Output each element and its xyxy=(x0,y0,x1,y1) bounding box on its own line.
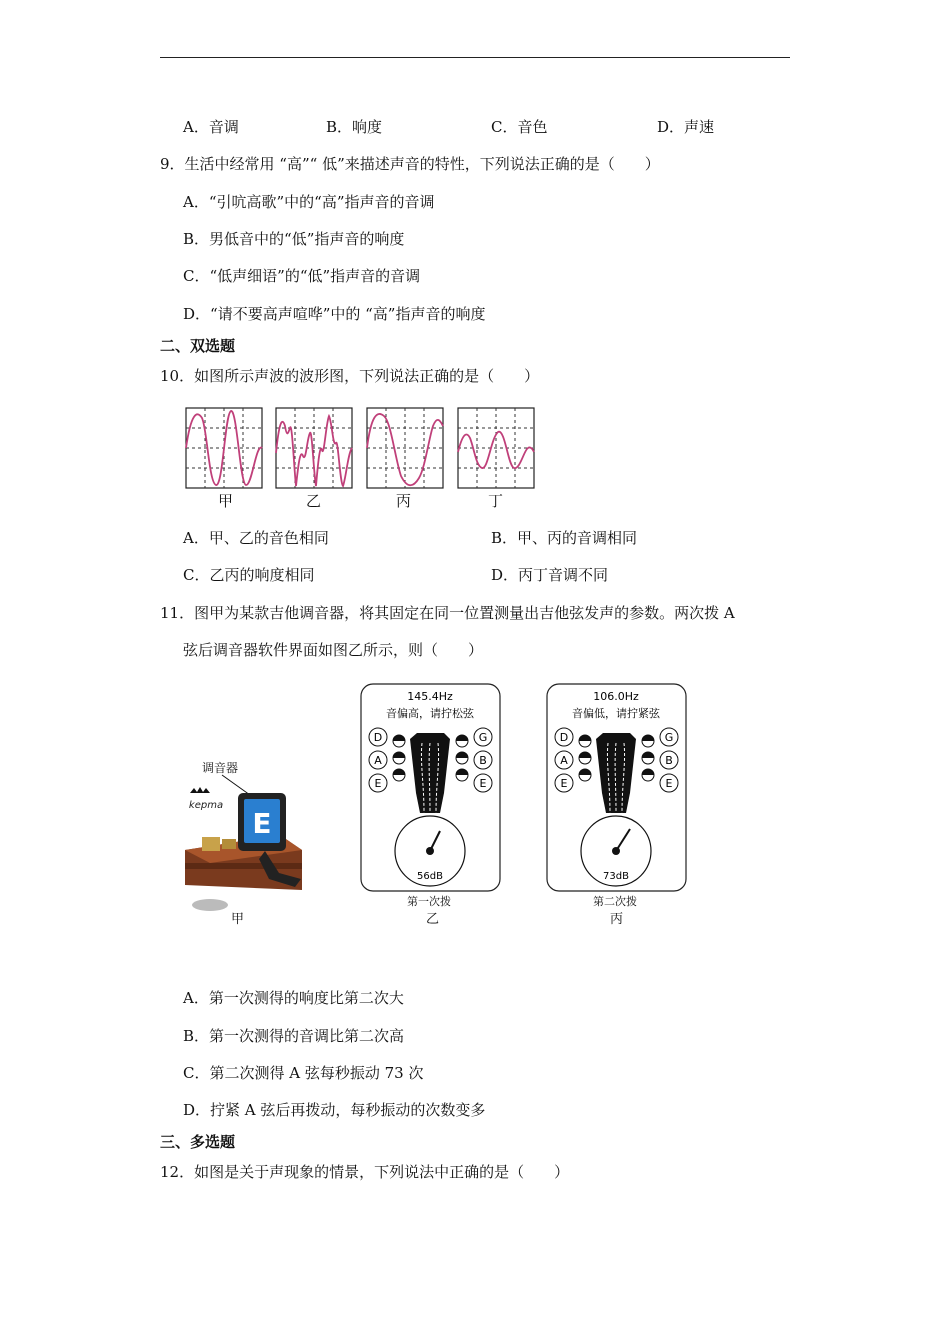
panel1-frequency: 145.4Hz xyxy=(407,690,453,703)
panel1-string-d: D xyxy=(373,731,383,744)
figure-label-jia: 甲 xyxy=(231,912,245,927)
panel2-string-a: A xyxy=(560,754,568,767)
q11-option-c: C．第二次测得 A 弦每秒振动 73 次 xyxy=(183,1064,424,1082)
panel2-frequency: 106.0Hz xyxy=(593,690,639,703)
wave-label-yi: 乙 xyxy=(306,492,322,510)
q9-stem: 9．生活中经常用 “高”“ 低”来描述声音的特性，下列说法正确的是（ ） xyxy=(160,155,660,173)
tuner-panel-second xyxy=(546,683,688,893)
panel1-string-e-high: E xyxy=(479,777,487,790)
panel2-hint: 音偏低，请拧紧弦 xyxy=(572,707,660,720)
panel2-caption: 第二次拨 xyxy=(593,895,637,908)
waveform-jia xyxy=(186,408,262,488)
q11-stem-line2: 弦后调音器软件界面如图乙所示，则（ ） xyxy=(183,641,484,659)
panel1-label: 乙 xyxy=(426,912,440,927)
wave-label-jia: 甲 xyxy=(218,492,234,510)
left-pegs xyxy=(579,735,591,781)
q10-option-c: C．乙丙的响度相同 xyxy=(183,566,315,584)
panel1-string-b: B xyxy=(479,754,487,767)
panel2-string-b: B xyxy=(665,754,673,767)
panel1-string-a: A xyxy=(374,754,382,767)
right-pegs xyxy=(642,735,654,781)
q8-option-d: D．声速 xyxy=(657,118,715,136)
q8-option-c: C．音色 xyxy=(491,118,548,136)
tuner-label: 调音器 xyxy=(202,761,239,775)
brand-logo: kepma xyxy=(188,800,224,811)
waveform-bing xyxy=(367,408,443,488)
wave-label-bing: 丙 xyxy=(396,492,412,510)
tuner-panel-first xyxy=(360,683,502,893)
section-heading-multi-choice: 三、多选题 xyxy=(160,1133,236,1151)
wave-label-ding: 丁 xyxy=(488,492,504,510)
q9-option-c: C．“低声细语”的“低”指声音的音调 xyxy=(183,267,421,285)
q9-option-a: A．“引吭高歌”中的“高”指声音的音调 xyxy=(183,193,435,211)
panel1-string-e-low: E xyxy=(374,777,382,790)
q9-option-b: B．男低音中的“低”指声音的响度 xyxy=(183,230,405,248)
q11-option-a: A．第一次测得的响度比第二次大 xyxy=(183,989,404,1007)
header-rule xyxy=(160,57,790,58)
crown-logo-icon xyxy=(190,787,210,793)
q12-stem: 12．如图是关于声现象的情景，下列说法中正确的是（ ） xyxy=(160,1163,570,1181)
q11-option-d: D．拧紧 A 弦后再拨动，每秒振动的次数变多 xyxy=(183,1101,486,1119)
panel2-string-e-high: E xyxy=(665,777,673,790)
panel1-hint: 音偏高，请拧松弦 xyxy=(386,707,474,720)
q11-option-b: B．第一次测得的音调比第二次高 xyxy=(183,1027,405,1045)
tuner-display-letter: E xyxy=(252,807,272,840)
waveform-ding xyxy=(458,408,534,488)
q11-stem-line1: 11．图甲为某款吉他调音器，将其固定在同一位置测量出吉他弦发声的参数。两次拨 A xyxy=(160,604,735,622)
left-pegs xyxy=(393,735,405,781)
panel2-string-e-low: E xyxy=(560,777,568,790)
q8-option-a: A．音调 xyxy=(183,118,239,136)
q10-stem: 10．如图所示声波的波形图，下列说法正确的是（ ） xyxy=(160,367,540,385)
right-pegs xyxy=(456,735,468,781)
section-heading-double-choice: 二、双选题 xyxy=(160,337,236,355)
q10-option-d: D．丙丁音调不同 xyxy=(491,566,609,584)
q10-option-b: B．甲、丙的音调相同 xyxy=(491,529,638,547)
q8-option-b: B．响度 xyxy=(326,118,383,136)
panel2-string-d: D xyxy=(559,731,569,744)
panel2-string-g: G xyxy=(664,731,674,744)
q9-option-d: D．“请不要高声喧哗”中的 “高”指声音的响度 xyxy=(183,305,486,323)
panel2-loudness: 73dB xyxy=(603,871,629,882)
panel1-loudness: 56dB xyxy=(417,871,443,882)
panel1-string-g: G xyxy=(478,731,488,744)
panel1-caption: 第一次拨 xyxy=(407,895,451,908)
waveform-yi xyxy=(276,408,352,488)
panel2-label: 丙 xyxy=(610,912,624,927)
tuner-photo xyxy=(180,755,310,915)
q10-option-a: A．甲、乙的音色相同 xyxy=(183,529,329,547)
